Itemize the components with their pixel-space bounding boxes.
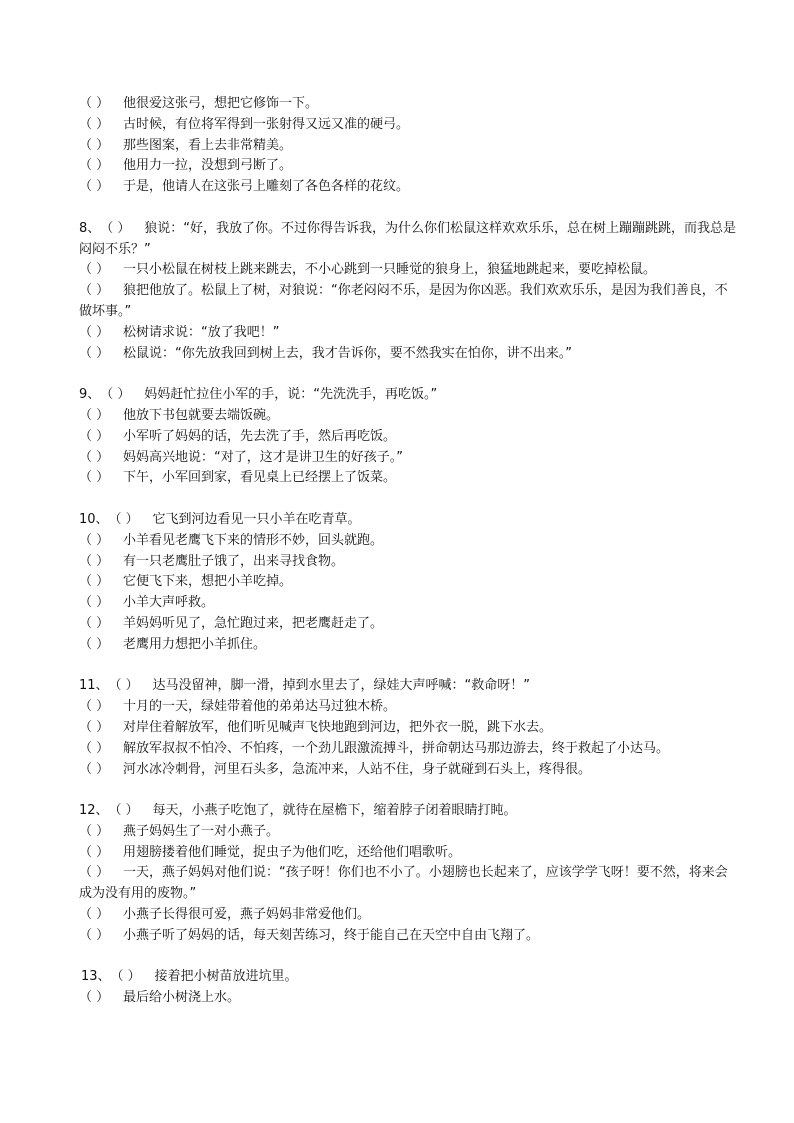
list-item: （ ） 它便飞下来，想把小羊吃掉。: [79, 572, 739, 593]
list-item: （ ） 一只小松鼠在树枝上跳来跳去，不小心跳到一只睡觉的狼身上，狼猛地跳起来，要吃掉松鼠。: [79, 260, 739, 281]
question-9: [79, 385, 739, 489]
question-first-line: 12、（ ） 每天，小燕子吃饱了，就待在屋檐下，缩着脖子闭着眼睛打盹。: [79, 801, 739, 822]
answer-blank[interactable]: （ ）: [79, 740, 110, 756]
question-number: 12、: [79, 803, 109, 819]
answer-blank[interactable]: （ ）: [79, 324, 110, 340]
question-number: 9、: [79, 387, 101, 403]
question-first-line: 8、（ ） 狼说：“好，我放了你。不过你得告诉我，为什么你们松鼠这样欢欢乐乐，总在树上蹦蹦跳跳，而我总是闷闷不乐？”: [79, 220, 737, 257]
list-item: （ ） 一天，燕子妈妈对他们说：“孩子呀！你们也不小了。小翅膀也长起来了，应该学学飞呀！要不然，将来会成为没有用的废物。”: [79, 865, 728, 902]
answer-blank[interactable]: （ ）: [79, 719, 110, 735]
list-item: （ ） 他很爱这张弓，想把它修饰一下。: [79, 94, 739, 115]
question-first-line: 11、（ ） 达马没留神，脚一滑，掉到水里去了，绿娃大声呼喊：“救命呀！”: [79, 676, 739, 697]
question-first-line: 13、（ ） 接着把小树苗放进坑里。: [79, 967, 739, 988]
answer-blank[interactable]: （ ）: [79, 844, 110, 860]
list-item: （ ） 他放下书包就要去端饭碗。: [79, 406, 739, 427]
question-first-line: 9、（ ） 妈妈赶忙拉住小军的手，说：“先洗洗手，再吃饭。”: [79, 385, 739, 406]
answer-blank[interactable]: （ ）: [79, 179, 110, 195]
list-item: （ ） 妈妈高兴地说：“对了，这才是讲卫生的好孩子。”: [79, 448, 739, 469]
answer-blank[interactable]: （ ）: [79, 345, 110, 361]
question-number: 10、: [79, 511, 109, 527]
answer-blank[interactable]: （ ）: [79, 865, 110, 881]
answer-blank[interactable]: （ ）: [108, 803, 139, 819]
question-11: [79, 676, 739, 780]
answer-blank[interactable]: （ ）: [79, 158, 110, 174]
list-item: （ ） 古时候，有位将军得到一张射得又远又准的硬弓。: [79, 115, 739, 136]
question-12: [79, 801, 739, 947]
list-item: （ ） 十月的一天，绿娃带着他的弟弟达马过独木桥。: [79, 697, 739, 718]
answer-blank[interactable]: （ ）: [108, 678, 139, 694]
list-item: （ ） 有一只老鹰肚子饿了，出来寻找食物。: [79, 552, 739, 573]
answer-blank[interactable]: （ ）: [79, 615, 110, 631]
answer-blank[interactable]: （ ）: [110, 969, 141, 985]
list-item: （ ） 对岸住着解放军，他们听见喊声飞快地跑到河边，把外衣一脱，跳下水去。: [79, 718, 739, 739]
answer-blank[interactable]: （ ）: [79, 428, 110, 444]
answer-blank[interactable]: （ ）: [79, 990, 110, 1006]
answer-blank[interactable]: （ ）: [79, 116, 110, 132]
list-item: （ ） 燕子妈妈生了一对小燕子。: [79, 822, 739, 843]
question-13: [79, 967, 739, 1009]
question-first-line: 10、（ ） 它飞到河边看见一只小羊在吃青草。: [79, 510, 739, 531]
answer-blank[interactable]: （ ）: [79, 137, 110, 153]
question-number: 13、: [81, 969, 111, 985]
question-number: 11、: [79, 678, 109, 694]
answer-blank[interactable]: （ ）: [100, 220, 131, 236]
answer-blank[interactable]: （ ）: [79, 595, 110, 611]
list-item: （ ） 他用力一拉，没想到弓断了。: [79, 156, 739, 177]
answer-blank[interactable]: （ ）: [79, 262, 110, 278]
answer-blank[interactable]: （ ）: [79, 761, 110, 777]
question-8: [79, 219, 739, 365]
list-item: （ ） 用翅膀搂着他们睡觉，捉虫子为他们吃，还给他们唱歌听。: [79, 843, 739, 864]
list-item: （ ） 小羊看见老鹰飞下来的情形不妙，回头就跑。: [79, 531, 739, 552]
answer-blank[interactable]: （ ）: [79, 283, 110, 299]
worksheet-page: [79, 94, 739, 1009]
answer-blank[interactable]: （ ）: [79, 449, 110, 465]
list-item: （ ） 老鹰用力想把小羊抓住。: [79, 635, 739, 656]
answer-blank[interactable]: （ ）: [79, 636, 110, 652]
list-item: （ ） 小军听了妈妈的话，先去洗了手，然后再吃饭。: [79, 427, 739, 448]
answer-blank[interactable]: （ ）: [79, 553, 110, 569]
list-item: （ ） 最后给小树浇上水。: [79, 988, 739, 1009]
answer-blank[interactable]: （ ）: [79, 407, 110, 423]
answer-blank[interactable]: （ ）: [79, 907, 110, 923]
list-item: （ ） 于是，他请人在这张弓上雕刻了各色各样的花纹。: [79, 177, 739, 198]
list-item: （ ） 那些图案，看上去非常精美。: [79, 136, 739, 157]
answer-blank[interactable]: （ ）: [108, 511, 139, 527]
answer-blank[interactable]: （ ）: [79, 699, 110, 715]
list-item: （ ） 解放军叔叔不怕冷、不怕疼，一个劲儿跟激流搏斗，拼命朝达马那边游去，终于救起了小达马。: [79, 739, 739, 760]
list-item: （ ） 下午，小军回到家，看见桌上已经摆上了饭菜。: [79, 468, 739, 489]
list-item: （ ） 小羊大声呼救。: [79, 593, 739, 614]
question-number: 8、: [79, 220, 101, 236]
list-item: （ ） 小燕子长得很可爱，燕子妈妈非常爱他们。: [79, 905, 739, 926]
list-item: （ ） 河水冰冷刺骨，河里石头多，急流冲来，人站不住，身子就碰到石头上，疼得很。: [79, 760, 739, 781]
answer-blank[interactable]: （ ）: [79, 470, 110, 486]
answer-blank[interactable]: （ ）: [79, 532, 110, 548]
list-item: （ ） 小燕子听了妈妈的话，每天刻苦练习，终于能自己在天空中自由飞翔了。: [79, 926, 739, 947]
question-10: [79, 510, 739, 656]
list-item: （ ） 松树请求说：“放了我吧！”: [79, 323, 739, 344]
answer-blank[interactable]: （ ）: [79, 96, 110, 111]
list-item: （ ） 狼把他放了。松鼠上了树，对狼说：“你老闷闷不乐，是因为你凶恶。我们欢欢乐乐，是因为我们善良，不做坏事。”: [79, 283, 728, 319]
question-7-tail: [79, 94, 739, 198]
answer-blank[interactable]: （ ）: [100, 387, 131, 403]
answer-blank[interactable]: （ ）: [79, 927, 110, 943]
list-item: （ ） 松鼠说：“你先放我回到树上去，我才告诉你，要不然我实在怕你，讲不出来。”: [79, 344, 739, 365]
list-item: （ ） 羊妈妈听见了，急忙跑过来，把老鹰赶走了。: [79, 614, 739, 635]
answer-blank[interactable]: （ ）: [79, 574, 110, 590]
answer-blank[interactable]: （ ）: [79, 823, 110, 839]
